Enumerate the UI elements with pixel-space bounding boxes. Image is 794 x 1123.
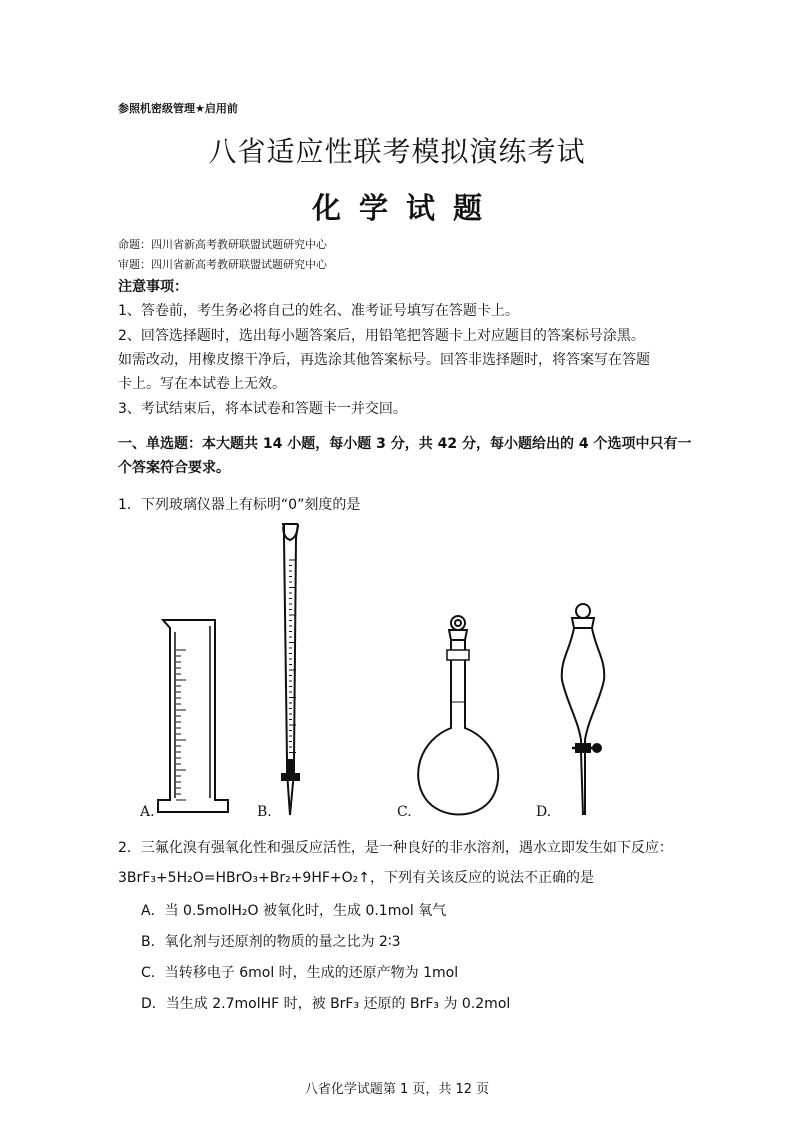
notice-item-3: 3、考试结束后，将本试卷和答题卡一并交回。 <box>118 401 407 417</box>
option-d-label: D. <box>536 804 552 820</box>
question-2-option-c: C．当转移电子 6mol 时，生成的还原产物为 1mol <box>141 965 459 981</box>
question-2-option-d: D．当生成 2.7molHF 时，被 BrF₃ 还原的 BrF₃ 为 0.2mol <box>141 996 511 1012</box>
notice-item-2-cont: 如需改动，用橡皮擦干净后，再选涂其他答案标号。回答非选择题时，将答案写在答题 <box>118 352 650 368</box>
question-1-stem: 1．下列玻璃仪器上有标明“0”刻度的是 <box>118 497 361 513</box>
page-footer: 八省化学试题第 1 页，共 12 页 <box>304 1082 490 1097</box>
separatory-funnel-icon <box>562 604 605 815</box>
exam-title: 八省适应性联考模拟演练考试 <box>208 135 586 168</box>
subject-title: 化学试题 <box>311 191 500 225</box>
notice-item-1: 1、答卷前，考生务必将自己的姓名、准考证号填写在答题卡上。 <box>118 303 519 319</box>
question-2-stem: 2．三氟化溴有强氧化性和强反应活性，是一种良好的非水溶剂，遇水立即发生如下反应： <box>118 840 673 856</box>
notice-heading: 注意事项： <box>118 279 188 295</box>
option-a-label: A. <box>140 804 155 820</box>
reviewer-line: 审题：四川省新高考教研联盟试题研究中心 <box>118 258 327 271</box>
section-heading: 一、单选题：本大题共 14 小题，每小题 3 分，共 42 分，每小题给出的 4 个选项中只有一 <box>118 436 692 452</box>
author-line: 命题：四川省新高考教研联盟试题研究中心 <box>118 238 327 251</box>
notice-item-2-cont2: 卡上。写在本试卷上无效。 <box>118 376 286 392</box>
confidential-label: 参照机密级管理★启用前 <box>118 102 238 115</box>
question-2-option-b: B．氧化剂与还原剂的物质的量之比为 2∶3 <box>141 934 401 950</box>
graduated-cylinder-icon <box>158 620 228 812</box>
burette-icon <box>282 524 299 815</box>
volumetric-flask-icon <box>418 616 498 815</box>
section-heading-cont: 个答案符合要求。 <box>118 460 230 476</box>
option-c-label: C. <box>397 804 412 820</box>
option-b-label: B. <box>257 804 272 820</box>
question-2-equation: 3BrF₃+5H₂O=HBrO₃+Br₂+9HF+O₂↑，下列有关该反应的说法不正确的是 <box>118 870 594 886</box>
question-2-option-a: A．当 0.5molH₂O 被氧化时，生成 0.1mol 氧气 <box>141 903 447 919</box>
notice-item-2: 2、回答选择题时，选出每小题答案后，用铅笔把答题卡上对应题目的答案标号涂黑。 <box>118 328 645 344</box>
